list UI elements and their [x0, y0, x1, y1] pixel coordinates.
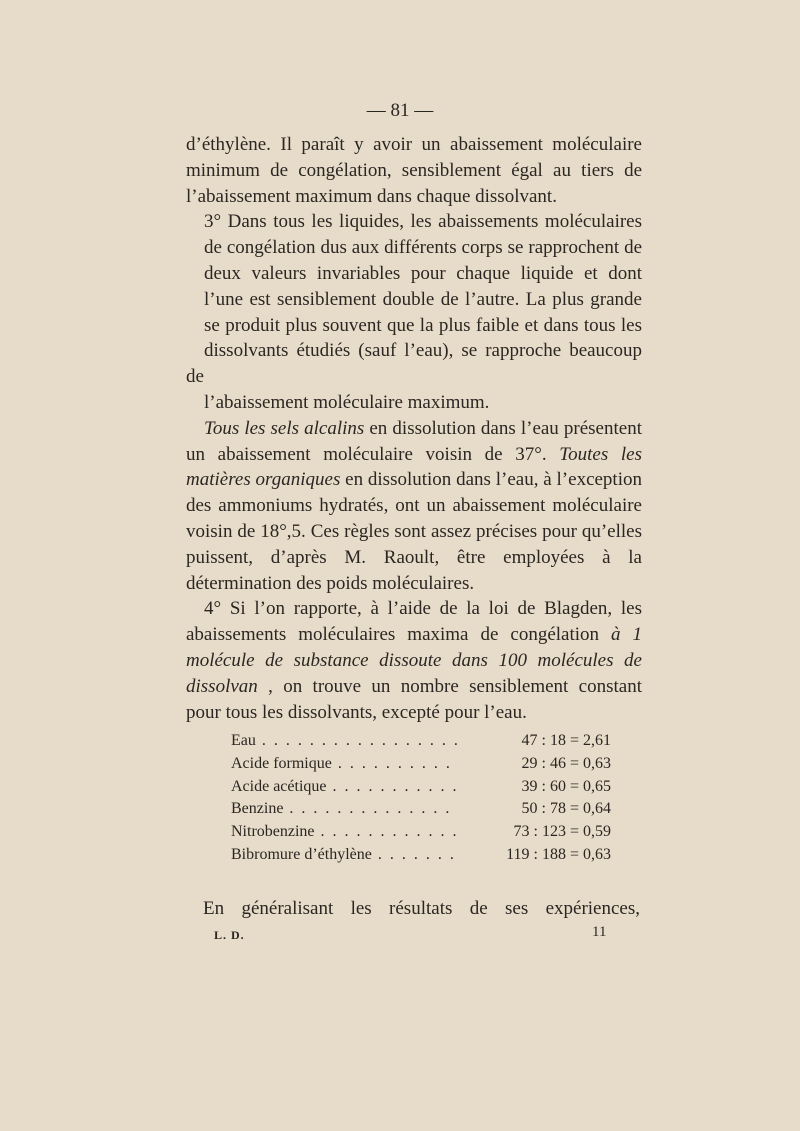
substance-name: Acide acétique . . .	[231, 776, 457, 799]
paragraph-1	[186, 132, 642, 209]
word: résultats	[389, 898, 453, 919]
text-line: l’abaissement moléculaire maximum.	[204, 391, 490, 413]
text-line: se produit plus souvent que la plus faible et dans tous les	[204, 314, 642, 336]
italic-phrase: Toutes les matières organiques	[186, 443, 643, 491]
table-row	[231, 753, 611, 776]
text-line: dissolvants étudiés (sauf l’eau), se rapproche beaucoup de	[186, 340, 642, 388]
substance-name: Bibromure d’éthylène . . .	[231, 844, 457, 867]
substance-name: Eau . . .	[231, 730, 457, 753]
text-line: de congélation dus aux différents corps se rapprochent de	[204, 237, 642, 259]
paragraph-2	[186, 209, 642, 415]
substance-name: Acide formique . . .	[231, 753, 457, 776]
substance-name: Nitrobenzine . . .	[231, 821, 457, 844]
ratio-value: 29 : 46 = 0,63	[457, 753, 611, 776]
text-run: 4° Si l’on rapporte, à l’aide de la loi de Blagden, les abaissements moléculaires maxima de congélation	[186, 598, 642, 646]
text-line: 3° Dans tous les liquides, les abaissements moléculaires	[204, 211, 642, 233]
text-line: deux valeurs invariables pour chaque liquide et dont	[204, 262, 642, 284]
paragraph-3	[186, 416, 642, 597]
text-run: en dissolution dans l’eau, à l’exception des ammoniums hydratés, ont un abaissement moléculaire voisin de 18°,5. Ces règles sont assez précises pour qu’elles puissent, d’après M. Raoult, être employées à la détermination des poids moléculaires.	[186, 469, 642, 594]
ratio-value: 73 : 123 = 0,59	[457, 821, 611, 844]
ratio-value: 39 : 60 = 0,65	[457, 776, 611, 799]
ratio-value: 119 : 188 = 0,63	[457, 844, 611, 867]
text-run: en dissolution dans l’eau présentent un abaissement moléculaire voisin de 37°.	[186, 417, 642, 465]
word: de	[469, 898, 488, 919]
word: ses	[505, 898, 529, 919]
table-row	[231, 730, 611, 753]
table-row	[231, 798, 611, 821]
text-line: l’abaissement maximum dans chaque dissolvant.	[186, 185, 557, 207]
italic-phrase: à 1 molécule de substance dissoute dans 100 molécules de dissolvan	[186, 624, 642, 697]
ratio-value: 50 : 78 = 0,64	[457, 798, 611, 821]
word: En	[203, 898, 225, 919]
italic-phrase: Tous les sels alcalins	[204, 417, 365, 439]
text-line: minimum de congélation, sensiblement égal au tiers de	[186, 159, 642, 181]
data-table	[231, 730, 611, 867]
word: expériences,	[545, 898, 640, 919]
text-line: d’éthylène. Il paraît y avoir un abaissement moléculaire	[186, 134, 642, 155]
signature-number: 11	[592, 924, 607, 940]
body-text	[186, 132, 642, 725]
page-number: — 81 —	[366, 100, 434, 121]
signature-mark: L. D.	[214, 928, 245, 942]
word: les	[350, 898, 372, 919]
ratio-value: 47 : 18 = 2,61	[457, 730, 611, 753]
substance-name: Benzine . . .	[231, 798, 457, 821]
text-run: , on trouve un nombre sensiblement constant pour tous les dissolvants, excepté pour l’eau.	[186, 675, 642, 723]
text-line: l’une est sensiblement double de l’autre. La plus grande	[204, 288, 642, 310]
paragraph-4	[186, 596, 642, 725]
table-row	[231, 776, 611, 799]
table-row	[231, 821, 611, 844]
table-row	[231, 844, 611, 867]
word: généralisant	[241, 898, 334, 919]
final-line	[203, 896, 640, 921]
